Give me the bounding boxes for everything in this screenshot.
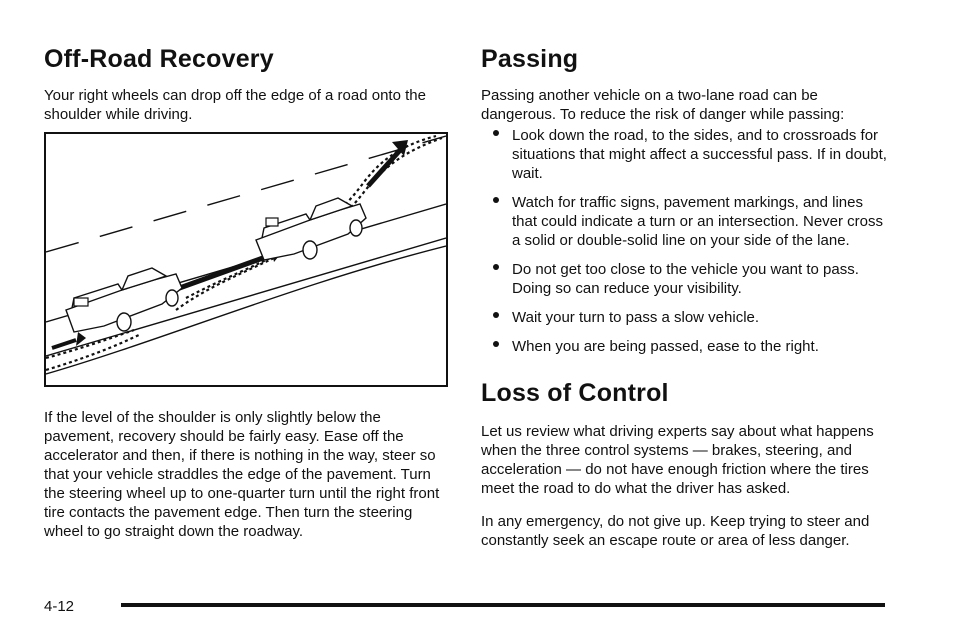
path-arrow [368,140,408,186]
off-road-recovery-heading: Off-Road Recovery [44,45,274,73]
passing-heading: Passing [481,45,579,73]
passing-intro-paragraph: Passing another vehicle on a two-lane road can be dangerous. To reduce the risk of danger while passing: [481,87,845,123]
list-item: Do not get too close to the vehicle you want to pass. Doing so can reduce your visibility. [481,260,891,298]
page-number: 4-12 [44,598,75,615]
list-item: When you are being passed, ease to the right. [481,337,891,356]
truck-illustration [256,198,366,260]
bullet-dot-icon [493,197,499,203]
list-item: Look down the road, to the sides, and to crossroads for situations that might affect a successful pass. If in doubt, wait. [481,126,891,183]
bullet-dot-icon [493,341,499,347]
center-dashed-line [46,136,446,252]
bullet-dot-icon [493,130,499,136]
off-road-illustration [44,132,448,387]
passing-bullet-list [481,126,891,366]
footer-rule [121,603,885,607]
off-road-instructions-paragraph: If the level of the shoulder is only slightly below the pavement, recovery should be fairly easy. Ease off the accelerator and then, if there is nothing in the way, steer so that your vehicle straddles the edge of the pavement. Turn the steering wheel up to one-quarter turn until the right front tire contacts the pavement edge. Then turn the steering wheel to go straight down the roadway. [44,409,440,540]
loss-of-control-paragraph-1: Let us review what driving experts say about what happens when the three control systems — brakes, steering, and acceleration — do not have enough friction where the tires meet the road to do what the driver has asked. [481,423,874,497]
road-illustration-svg [46,134,446,385]
bullet-dot-icon [493,264,499,270]
loss-of-control-heading: Loss of Control [481,379,669,407]
bullet-dot-icon [493,312,499,318]
list-item: Watch for traffic signs, pavement markings, and lines that could indicate a turn or an intersection. Never cross a solid or double-solid line on your side of the lane. [481,193,891,250]
off-road-intro-paragraph: Your right wheels can drop off the edge of a road onto the shoulder while driving. [44,87,426,123]
list-item: Wait your turn to pass a slow vehicle. [481,308,891,327]
truck-illustration [66,268,182,332]
loss-of-control-paragraph-2: In any emergency, do not give up. Keep trying to steer and constantly seek an escape route or area of less danger. [481,513,870,549]
